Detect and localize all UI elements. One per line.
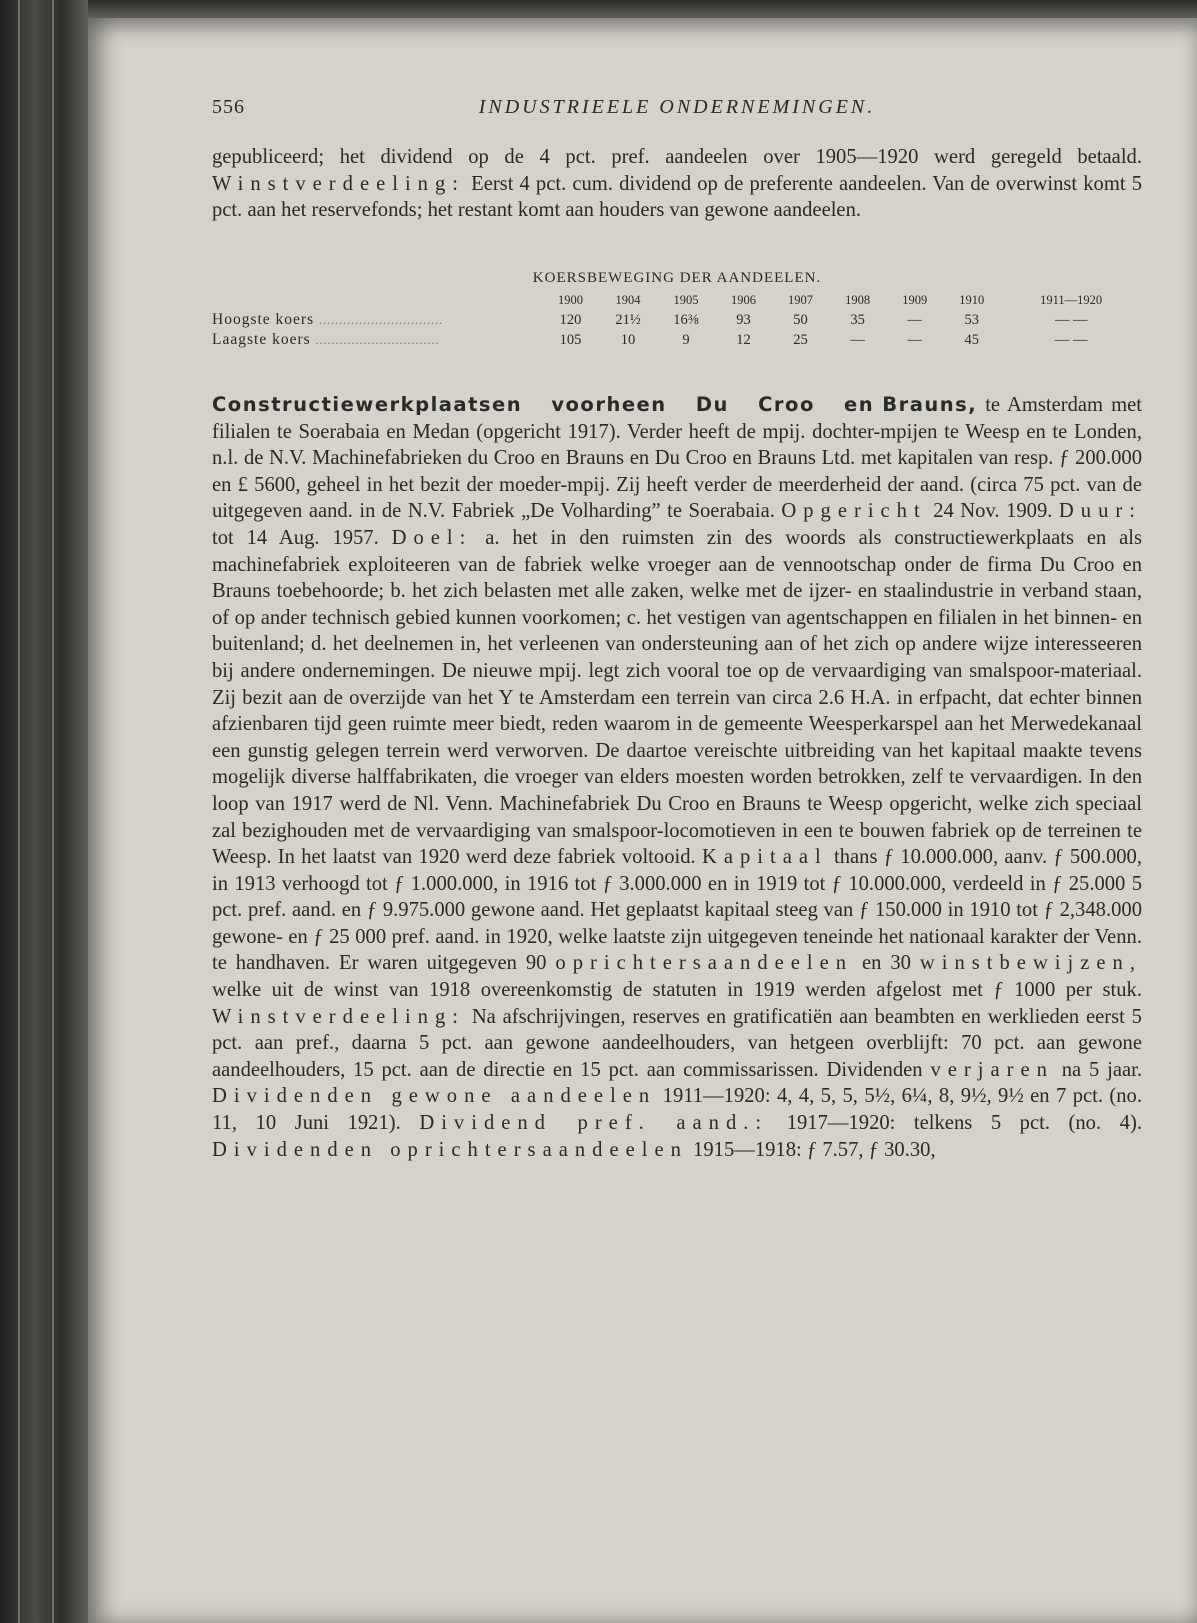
table-cell: — — — [1054, 311, 1088, 328]
company-name: Constructiewerkplaatsen voorheen Du Croo en — [212, 393, 875, 416]
year-header: 1909 — [902, 292, 928, 307]
table-header-spacer — [212, 290, 542, 310]
row-label-text: Laagste koers — [212, 331, 311, 348]
page-number: 556 — [212, 96, 245, 118]
leader-dots: ............................... — [319, 313, 443, 327]
company-entry — [212, 392, 1142, 1163]
table-cell: 93 — [736, 311, 751, 328]
table-row — [212, 330, 1142, 350]
table-cell: 105 — [559, 331, 582, 348]
year-header: 1905 — [673, 292, 699, 307]
year-header: 1907 — [788, 292, 814, 307]
intro-paragraph — [212, 144, 1142, 224]
body-text: a. het in den ruimsten zin des woords als constructiewerkplaats en als machinefabriek exploiteeren van de fabriek welke vroeger aan de vennootschap onder de firma Du Croo en Brauns toebehoorde; b. het zich belasten met alle zaken, welke met de ijzer- en staalindustrie in verband staan, of op ander technisch gebied kunnen voorkomen; c. het vestigen van agentschappen en filialen in het binnen- en buitenland; d. het deelnemen in, het verleenen van ondersteuning aan of het zich op andere wijze interesseeren bij andere ondernemingen. De nieuwe mpij. legt zich vooral toe op de vervaardiging van smalspoor-materiaal. Zij bezit aan de overzijde van het Y te Amsterdam een terrein van circa 2.6 H.A. in erfpacht, dat echter binnen afzienbaren tijd geen ruimte meer biedt, reden waarom in de gemeente Weesperkarspel aan het Merwedekanaal een gunstig gelegen terrein werd verworven. De daartoe vereischte uitbreiding van het kapitaal maakte tevens mogelijk diverse halffabrikaten, die vroeger van elders moesten worden betrokken, zelf te vervaardigen. In den loop van 1917 werd de Nl. Venn. Machinefabriek Du Croo en Brauns te Weesp opgericht, welke zich speciaal zal bezighouden met de vervaardiging van smalspoor-locomotieven in een te bouwen fabriek op de terreinen te Weesp. In het laatst van 1920 werd deze fabriek voltooid. — [212, 526, 1143, 869]
spaced-term: Doel: — [391, 526, 473, 549]
spaced-term: Winstverdeeling: — [212, 172, 465, 195]
year-header: 1900 — [558, 292, 584, 307]
body-text: Na afschrijvingen, reserves en gratificatiën aan beambten en werklieden eerst 5 pct. aan pref., daarna 5 pct. aan gewone aandeelhouders, van hetgeen overblijft: 70 pct. aan gewone aandeelhouders, 15 pct. aan de directie en 15 pct. aan commissarissen. Dividenden — [212, 1005, 1142, 1081]
table-cell: 45 — [964, 331, 980, 348]
row-label-text: Hoogste koers — [212, 311, 315, 328]
body-text: 1917—1920: telkens 5 pct. (no. 4). — [786, 1112, 1142, 1135]
leader-dots: ............................... — [315, 333, 440, 347]
year-header: 1911—1920 — [1040, 292, 1103, 307]
year-header: 1908 — [845, 292, 871, 307]
spaced-term: oprichtersaandeelen — [555, 952, 854, 975]
body-text: 1915—1918: ƒ 7.57, ƒ 30.30, — [693, 1138, 936, 1161]
spine-edge-line — [18, 0, 20, 1623]
table-cell: 53 — [964, 311, 980, 328]
running-title: INDUSTRIEELE ONDERNEMINGEN. — [478, 96, 876, 118]
table-cell: 25 — [793, 331, 808, 348]
table-cell: — — [907, 331, 922, 348]
table-cell: 21½ — [615, 311, 641, 328]
table-cell: 12 — [736, 331, 751, 348]
page-header — [212, 96, 1142, 126]
table-cell: 16⅜ — [673, 311, 699, 328]
spaced-term: Dividenden oprichtersaandeelen — [212, 1138, 688, 1161]
year-header: 1904 — [615, 292, 641, 307]
intro-text: gepubliceerd; het dividend op de 4 pct. pref. aandeelen over 1905—1920 werd geregeld betaald. — [212, 146, 1142, 168]
body-text: na 5 jaar. — [1061, 1058, 1143, 1081]
price-table — [212, 290, 1142, 350]
body-text: tot 14 Aug. 1957. — [212, 526, 379, 549]
spaced-term: winstbewijzen, — [919, 952, 1142, 975]
spaced-term: verjaren — [930, 1058, 1054, 1081]
table-cell: — — [850, 331, 865, 348]
body-text: welke uit de winst van 1918 overeenkomstig de statuten in 1919 werden afgelost met ƒ 1000 per stuk. — [212, 979, 1142, 1002]
spaced-term: Dividenden gewone aandeelen — [212, 1085, 657, 1108]
spaced-term: Dividend pref. aand.: — [419, 1112, 769, 1135]
spaced-term: Opgericht — [781, 500, 927, 523]
body-text: 1911—1920: 4, 4, 5, 5, 5½, 6¼, 8, 9½, 9½ en 7 pct. (no. 11, 10 Juni 1921). — [212, 1085, 1142, 1135]
table-cell: — — [907, 311, 922, 328]
intro-text: Eerst 4 pct. cum. dividend op de preferente aandeelen. Van de overwinst komt 5 pct. aan het reservefonds; het restant komt aan houders van gewone aandeelen. — [212, 172, 1142, 222]
body-text: 24 Nov. 1909. — [933, 500, 1053, 523]
body-text: thans ƒ 10.000.000, aanv. ƒ 500.000, in 1913 verhoogd tot ƒ 1.000.000, in 1916 tot ƒ 3.000.000 en in 1919 tot ƒ 10.000.000, verdeeld in ƒ 25.000 5 pct. pref. aand. en ƒ 9.975.000 gewone aand. Het geplaatst kapitaal steeg van ƒ 150.000 in 1910 tot ƒ 2,348.000 gewone- en ƒ 25 000 pref. aand. in 1920, welke laatste zijn uitgegeven teneinde het nationaal karakter der Venn. te handhaven. Er waren uitgegeven 90 — [212, 846, 1143, 975]
book-spine — [0, 0, 88, 1623]
spaced-term: Duur: — [1058, 500, 1142, 523]
table-cell: 50 — [793, 311, 808, 328]
table-cell: 120 — [559, 311, 582, 328]
table-header-row — [212, 290, 1142, 310]
spaced-term: Kapitaal — [701, 846, 828, 869]
table-cell: 10 — [620, 331, 636, 348]
table-cell: 9 — [682, 331, 690, 348]
spaced-term: Winstverdeeling: — [212, 1005, 465, 1028]
year-header: 1906 — [730, 292, 756, 307]
year-header: 1910 — [959, 292, 985, 307]
row-label — [212, 330, 542, 350]
row-label — [212, 310, 542, 330]
spine-edge-line — [52, 0, 54, 1623]
body-text: en 30 — [862, 952, 911, 975]
company-name-cont: Brauns, — [882, 393, 978, 416]
table-cell: 35 — [850, 311, 865, 328]
table-title: KOERSBEWEGING DER AANDEELEN. — [532, 270, 822, 286]
book-page — [88, 18, 1197, 1623]
table-cell: — — — [1054, 331, 1088, 348]
table-row — [212, 310, 1142, 330]
body-text: te Amsterdam met filialen te Soerabaia en Medan (opgericht 1917). Verder heeft de mpij. dochter-mpijen te Weesp en te Londen, n.l. de N.V. Machinefabrieken du Croo en Brauns en Du Croo en Brauns Ltd. met kapitalen van resp. ƒ 200.000 en £ 5600, geheel in het bezit der moeder-mpij. Zij heeft verder de meerderheid der aand. (circa 75 pct. van de uitgegeven aand. in de N.V. Fabriek „De Volharding” te Soerabaia. — [212, 394, 1142, 523]
